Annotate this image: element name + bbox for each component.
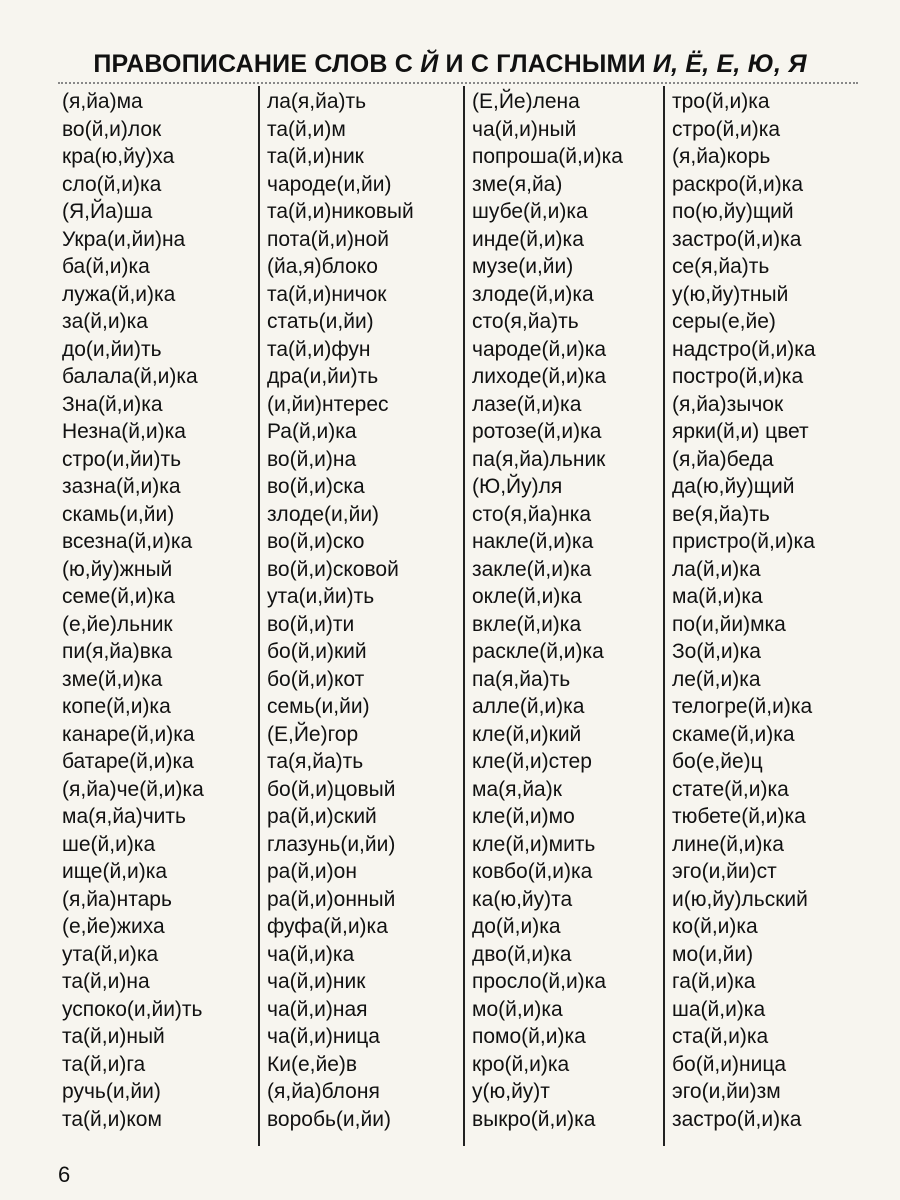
word-item: ве(я,йа)ть [672,502,770,526]
word-item: (я,йа)ма [62,90,143,113]
word-item: па(я,йа)ть [472,667,571,691]
word-item: выкро(й,и)ка [472,1107,596,1131]
word-item: бо(й,и)кот [267,667,365,691]
word-item: зазна(й,и)ка [62,475,181,498]
word-column-2 [258,86,463,1146]
word-item: канаре(й,и)ка [62,722,195,746]
word-item: та(й,и)га [62,1052,146,1076]
word-item: серы(е,йе) [672,310,776,333]
word-item: (Я,Йа)ша [62,200,153,223]
page-number: 6 [58,1162,71,1187]
word-item: ба(й,и)ка [62,255,150,278]
word-item: та(й,и)ничок [267,282,387,306]
word-item: скамь(и,йи) [62,502,175,526]
word-item: музе(и,йи) [472,255,574,278]
word-item: кле(й,и)кий [472,722,582,746]
word-item: ра(й,и)ский [267,805,377,828]
word-item: семе(й,и)ка [62,585,175,608]
page-title [0,50,900,79]
word-item: (Ю,Йу)ля [472,475,563,498]
word-item: ута(и,йи)ть [267,585,375,608]
word-item: кле(й,и)мить [472,832,596,856]
word-item: раскро(й,и)ка [672,172,804,196]
title-prefix: ПРАВОПИСАНИЕ СЛОВ С [93,50,421,78]
word-item: копе(й,и)ка [62,695,171,718]
word-item: до(и,йи)ть [62,337,162,361]
word-item: злоде(и,йи) [267,502,380,526]
word-item: ма(я,йа)чить [62,805,186,828]
word-item: закле(й,и)ка [472,557,592,581]
word-item: стро(и,йи)ть [62,447,182,471]
word-item: глазунь(и,йи) [267,832,396,856]
word-item: лиходе(й,и)ка [472,365,607,388]
word-item: (я,йа)беда [672,447,774,471]
word-item: во(й,и)ска [267,475,365,498]
word-item: попроша(й,и)ка [472,145,623,168]
word-item: инде(й,и)ка [472,227,584,251]
word-item: (я,йа)блоня [267,1080,380,1103]
word-item: вкле(й,и)ка [472,612,582,636]
title-middle: И С ГЛАСНЫМИ [438,50,653,78]
word-item: шубе(й,и)ка [472,200,588,223]
word-item: лазе(й,и)ка [472,392,582,416]
word-item: та(й,и)ник [267,145,364,168]
word-column-4 [663,86,852,1146]
word-item: во(й,и)на [267,447,357,471]
word-item: балала(й,и)ка [62,365,198,388]
word-item: ище(й,и)ка [62,860,168,883]
word-item: (Е,Йе)гор [267,722,359,746]
word-item: ра(й,и)онный [267,887,396,911]
word-item: сто(я,йа)нка [472,502,592,526]
word-item: та(й,и)никовый [267,200,414,223]
word-item: окле(й,и)ка [472,585,582,608]
word-item: Укра(и,йи)на [62,227,186,251]
word-item: (ю,йу)жный [62,557,173,581]
word-item: во(й,и)сковой [267,557,399,581]
word-item: та(я,йа)ть [267,750,364,773]
word-item: надстро(й,и)ка [672,337,816,361]
word-item: тюбете(й,и)ка [672,805,806,828]
word-item: зме(й,и)ка [62,667,163,691]
word-item: (е,йе)жиха [62,915,165,938]
word-item: та(й,и)ком [62,1107,162,1131]
word-item: помо(й,и)ка [472,1025,586,1048]
word-columns [58,86,852,1146]
word-item: ра(й,и)он [267,860,357,883]
word-item: (Е,Йе)лена [472,90,580,113]
word-item: застро(й,и)ка [672,227,802,251]
title-divider [58,82,858,84]
word-item: во(й,и)ти [267,612,355,636]
word-item: пристро(й,и)ка [672,530,815,553]
word-item: (я,йа)корь [672,145,771,168]
word-item: ста(й,и)ка [672,1025,769,1048]
word-item: чароде(й,и)ка [472,337,607,361]
word-item: у(ю,йу)т [472,1080,550,1103]
word-column-3 [463,86,663,1146]
word-item: эго(и,йи)ст [672,860,777,883]
word-item: стро(й,и)ка [672,117,781,141]
word-item: раскле(й,и)ка [472,640,604,663]
title-vowels: И, Ё, Е, Ю, Я [652,50,807,78]
word-item: ута(й,и)ка [62,942,159,966]
word-item: телогре(й,и)ка [672,695,813,718]
word-item: эго(и,йи)зм [672,1080,781,1103]
word-item: во(й,и)ско [267,530,365,553]
word-item: воробь(и,йи) [267,1107,391,1131]
word-item: ча(й,и)ный [472,117,577,141]
word-item: во(й,и)лок [62,117,162,141]
word-item: ручь(и,йи) [62,1080,161,1103]
word-item: да(ю,йу)щий [672,475,795,498]
word-item: успоко(и,йи)ть [62,997,203,1021]
word-item: тро(й,и)ка [672,90,770,113]
word-item: фуфа(й,и)ка [267,915,388,938]
word-item: ча(й,и)ка [267,942,355,966]
word-item: ча(й,и)ная [267,997,368,1021]
title-letter-y: Й [420,50,439,78]
word-item: мо(и,йи) [672,942,754,966]
word-item: ча(й,и)ник [267,970,366,993]
word-item: зме(я,йа) [472,172,563,196]
word-item: до(й,и)ка [472,915,561,938]
word-item: ша(й,и)ка [672,997,766,1021]
word-item: лужа(й,и)ка [62,282,176,306]
word-item: постро(й,и)ка [672,365,804,388]
word-item: бо(е,йе)ц [672,750,763,773]
word-item: ма(я,йа)к [472,777,562,801]
word-item: лине(й,и)ка [672,832,784,856]
word-item: ковбо(й,и)ка [472,860,593,883]
word-item: га(й,и)ка [672,970,756,993]
word-item: ла(я,йа)ть [267,90,367,113]
word-item: та(й,и)фун [267,337,371,361]
word-item: ла(й,и)ка [672,557,761,581]
word-item: ча(й,и)ница [267,1025,380,1048]
word-item: ле(й,и)ка [672,667,761,691]
word-item: злоде(й,и)ка [472,282,594,306]
word-item: накле(й,и)ка [472,530,594,553]
word-item: бо(й,и)кий [267,640,367,663]
word-item: дра(и,йи)ть [267,365,379,388]
word-item: кра(ю,йу)ха [62,145,175,168]
word-item: Зо(й,и)ка [672,640,761,663]
word-item: Ки(е,йе)в [267,1052,358,1076]
word-item: чароде(и,йи) [267,172,392,196]
word-item: по(ю,йу)щий [672,200,794,223]
word-item: се(я,йа)ть [672,255,770,278]
word-item: Незна(й,и)ка [62,420,186,443]
word-item: кле(й,и)мо [472,805,575,828]
word-item: стать(и,йи) [267,310,374,333]
word-item: ротозе(й,и)ка [472,420,602,443]
word-item: та(й,и)на [62,970,150,993]
word-item: ше(й,и)ка [62,832,156,856]
word-item: та(й,и)ный [62,1025,165,1048]
word-item: (и,йи)нтерес [267,392,389,416]
word-item: и(ю,йу)льский [672,887,808,911]
word-item: (я,йа)че(й,и)ка [62,777,204,801]
word-item: сло(й,и)ка [62,172,162,196]
word-item: за(й,и)ка [62,310,148,333]
word-item: та(й,и)м [267,117,346,141]
word-item: у(ю,йу)тный [672,282,789,306]
word-item: застро(й,и)ка [672,1107,802,1131]
word-item: просло(й,и)ка [472,970,607,993]
word-item: мо(й,и)ка [472,997,563,1021]
word-item: ярки(й,и) цвет [672,420,809,443]
word-item: бо(й,и)цовый [267,777,396,801]
word-item: сто(я,йа)ть [472,310,579,333]
word-item: всезна(й,и)ка [62,530,193,553]
word-item: бо(й,и)ница [672,1052,787,1076]
word-item: па(я,йа)льник [472,447,606,471]
word-item: (йа,я)блоко [267,255,378,278]
word-item: (я,йа)нтарь [62,887,172,911]
word-item: скаме(й,и)ка [672,722,795,746]
word-item: кле(й,и)стер [472,750,592,773]
word-item: стате(й,и)ка [672,777,789,801]
word-item: ко(й,и)ка [672,915,758,938]
word-item: (я,йа)зычок [672,392,784,416]
word-column-1 [58,86,258,1146]
word-item: ка(ю,йу)та [472,887,573,911]
word-item: пи(я,йа)вка [62,640,173,663]
word-item: (е,йе)льник [62,612,173,636]
word-item: алле(й,и)ка [472,695,585,718]
word-item: дво(й,и)ка [472,942,572,966]
word-item: по(и,йи)мка [672,612,786,636]
word-item: ма(й,и)ка [672,585,763,608]
word-item: пота(й,и)ной [267,227,389,251]
word-item: Зна(й,и)ка [62,392,163,416]
word-item: батаре(й,и)ка [62,750,194,773]
word-item: Ра(й,и)ка [267,420,357,443]
word-item: кро(й,и)ка [472,1052,570,1076]
word-item: семь(и,йи) [267,695,370,718]
